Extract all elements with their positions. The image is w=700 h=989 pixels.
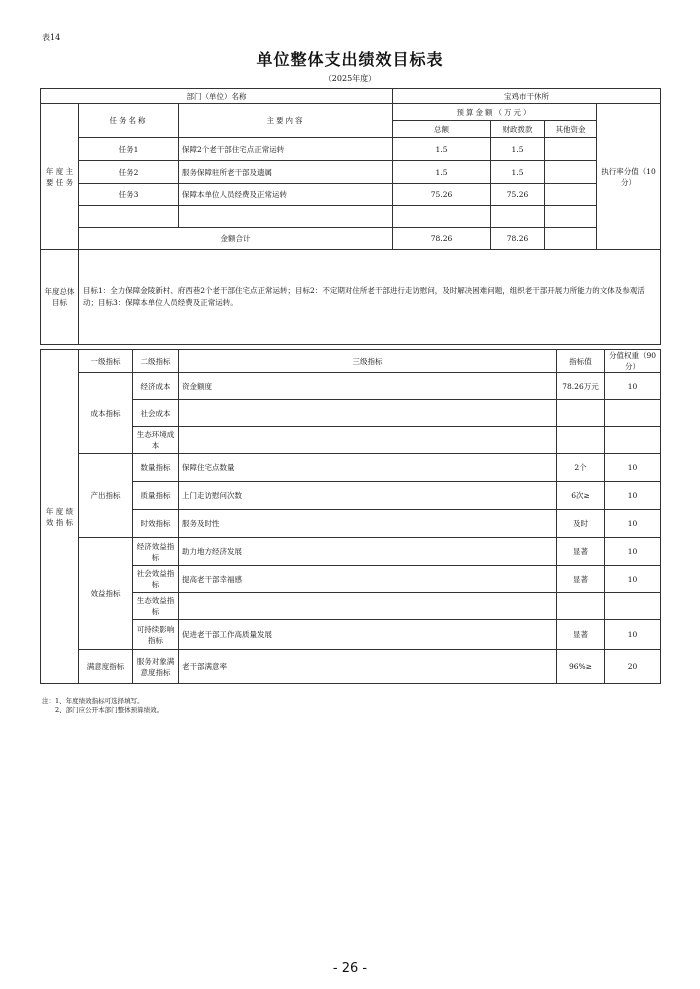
l3-cell: 服务及时性 [179,510,557,538]
satisfaction-indicator-label: 满意度指标 [79,650,133,684]
indicator-row [41,566,661,593]
task-header-row-1 [41,104,661,121]
l3-cell: 老干部满意率 [179,650,557,684]
task-total: 1.5 [393,138,491,161]
sum-other [545,228,597,250]
l2-cell: 社会效益指标 [133,566,179,593]
l2-cell: 社会成本 [133,400,179,427]
budget-header: 预算金额（万元） [393,104,597,121]
task-row [41,184,661,206]
l2-cell: 生态效益指标 [133,593,179,620]
value-cell: 6次≥ [557,482,605,510]
weight-cell [605,400,661,427]
indicator-row [41,373,661,400]
l2-cell: 可持续影响指标 [133,620,179,650]
task-row [41,206,661,228]
task-row [41,138,661,161]
indicators-group-label: 年 度 绩 效 指 标 [41,350,79,684]
task-total: 1.5 [393,161,491,184]
l3-cell [179,427,557,454]
l3-cell [179,400,557,427]
task-content [179,206,393,228]
l2-cell: 经济成本 [133,373,179,400]
task-other [545,206,597,228]
indicator-row [41,538,661,566]
benefit-indicator-label: 效益指标 [79,538,133,650]
l3-cell: 提高老干部幸福感 [179,566,557,593]
task-sum-row [41,228,661,250]
sum-label: 金额合计 [79,228,393,250]
dept-row [41,89,661,104]
other-header: 其他资金 [545,121,597,138]
weight-cell: 10 [605,454,661,482]
value-cell: 及时 [557,510,605,538]
task-content: 保障本单位人员经费及正常运转 [179,184,393,206]
task-content: 服务保障驻所老干部及遗属 [179,161,393,184]
page-title: 单位整体支出绩效目标表 [256,50,444,69]
execution-score-header: 执行率分值（10分） [597,104,661,250]
l3-cell: 保障住宅点数量 [179,454,557,482]
task-other [545,138,597,161]
task-fiscal: 1.5 [491,138,545,161]
l1-header: 一级指标 [79,350,133,373]
indicator-row [41,620,661,650]
output-indicator-label: 产出指标 [79,454,133,538]
value-cell [557,593,605,620]
task-fiscal: 1.5 [491,161,545,184]
weight-cell: 20 [605,650,661,684]
indicator-row [41,482,661,510]
indicator-row [41,593,661,620]
task-other [545,184,597,206]
indicator-row [41,427,661,454]
page-number: - 26 - [332,961,368,976]
weight-cell: 10 [605,620,661,650]
value-cell: 显著 [557,566,605,593]
footnote-2: 2、部门应公开本部门整体预算绩效。 [42,706,164,714]
task-fiscal: 75.26 [491,184,545,206]
task-content: 保障2个老干部住宅点正常运转 [179,138,393,161]
l3-header: 三级指标 [179,350,557,373]
indicator-header-row [41,350,661,373]
indicator-table [40,349,661,684]
goal-text: 目标1：全力保障金陵新村、府西巷2个老干部住宅点正常运转；目标2：不定期对住所老干部进行走访慰问，及时解决困难问题，组织老干部开展力所能力的文体及参观活动；目标3：保障本单位人员经费及正常运转。 [79,250,661,345]
value-cell [557,400,605,427]
task-name: 任务3 [79,184,179,206]
weight-cell [605,427,661,454]
indicator-row [41,400,661,427]
weight-cell: 10 [605,566,661,593]
value-cell: 显著 [557,620,605,650]
l3-cell: 上门走访慰问次数 [179,482,557,510]
indicator-row [41,510,661,538]
l2-header: 二级指标 [133,350,179,373]
tasks-group-label: 年 度 主 要 任 务 [41,104,79,250]
task-fiscal [491,206,545,228]
value-cell [557,427,605,454]
value-header: 指标值 [557,350,605,373]
fiscal-header: 财政拨款 [491,121,545,138]
task-name: 任务1 [79,138,179,161]
l3-cell: 资金额度 [179,373,557,400]
footnotes [42,697,163,715]
task-row [41,161,661,184]
weight-cell: 10 [605,482,661,510]
weight-cell: 10 [605,373,661,400]
l2-cell: 时效指标 [133,510,179,538]
value-cell: 96%≥ [557,650,605,684]
l3-cell: 促进老干部工作高质量发展 [179,620,557,650]
weight-cell: 10 [605,510,661,538]
goal-row [41,250,661,345]
task-total: 75.26 [393,184,491,206]
value-cell: 78.26万元 [557,373,605,400]
l2-cell: 服务对象满意度指标 [133,650,179,684]
l2-cell: 质量指标 [133,482,179,510]
task-name: 任务2 [79,161,179,184]
task-content-header: 主要内容 [179,104,393,138]
l2-cell: 经济效益指标 [133,538,179,566]
l3-cell: 助力地方经济发展 [179,538,557,566]
year-label: （2025年度） [323,74,377,83]
weight-cell: 10 [605,538,661,566]
task-name-header: 任务名称 [79,104,179,138]
weight-cell [605,593,661,620]
table-number: 表14 [42,33,61,42]
task-other [545,161,597,184]
footnote-1: 注：1、年度绩效指标可选择填写。 [42,697,144,705]
sum-total: 78.26 [393,228,491,250]
sum-fiscal: 78.26 [491,228,545,250]
task-table [40,88,661,345]
goal-label: 年度总体目标 [41,250,79,345]
weight-header: 分值权重（90分） [605,350,661,373]
cost-indicator-label: 成本指标 [79,373,133,454]
total-header: 总额 [393,121,491,138]
value-cell: 显著 [557,538,605,566]
l2-cell: 数量指标 [133,454,179,482]
task-total [393,206,491,228]
dept-value: 宝鸡市干休所 [393,89,661,104]
indicator-row [41,650,661,684]
indicator-row [41,454,661,482]
value-cell: 2个 [557,454,605,482]
task-name [79,206,179,228]
l2-cell: 生态环境成本 [133,427,179,454]
dept-label: 部门（单位）名称 [41,89,393,104]
l3-cell [179,593,557,620]
